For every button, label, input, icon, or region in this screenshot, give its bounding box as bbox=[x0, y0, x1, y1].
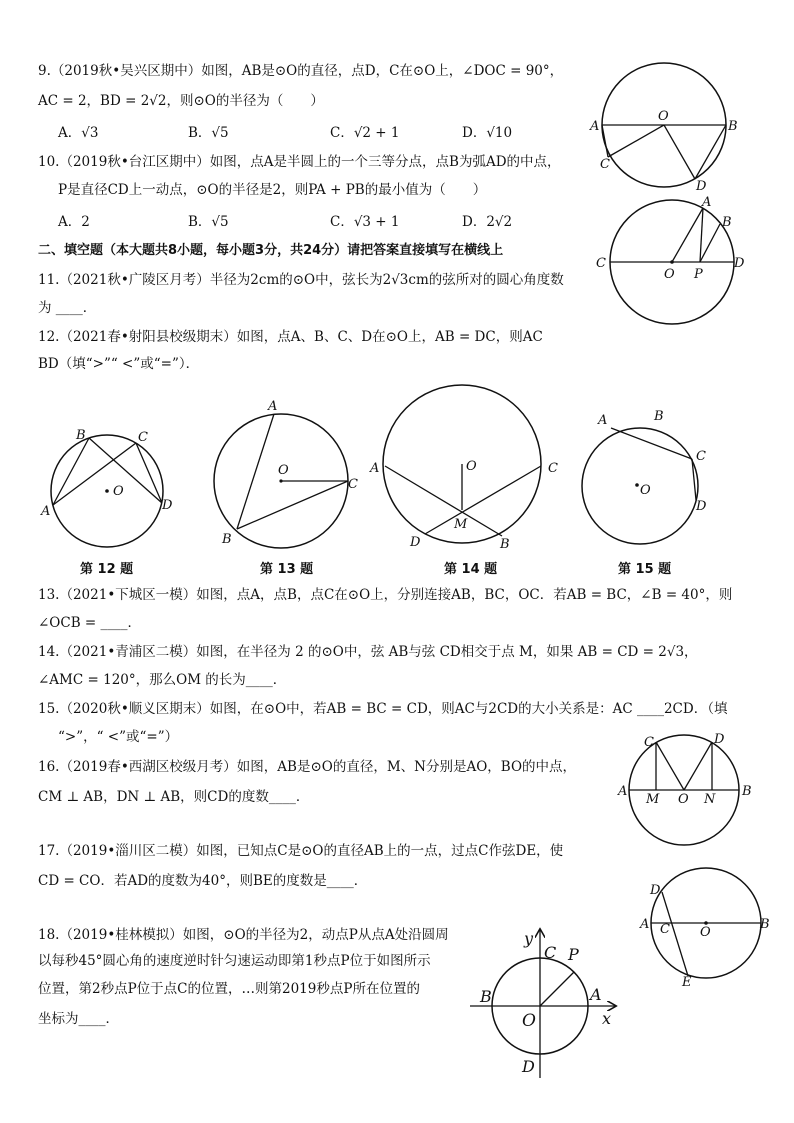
figure-q15 bbox=[596, 408, 726, 528]
label-y: y bbox=[524, 929, 534, 948]
q10-option-a: A．2 bbox=[58, 214, 90, 230]
q9-option-d: D．√10 bbox=[462, 125, 513, 141]
caption-15: 第 15 题 bbox=[618, 562, 672, 577]
label-o: O bbox=[678, 792, 689, 807]
q16-line2: CM ⊥ AB，DN ⊥ AB，则CD的度数____． bbox=[38, 789, 310, 805]
q11-line2: 为 ____． bbox=[38, 300, 97, 316]
q15-line2: “>”，“ <”或“=”） bbox=[58, 729, 179, 745]
label-o: O bbox=[466, 459, 477, 474]
label-d: D bbox=[162, 498, 173, 513]
label-c: C bbox=[348, 477, 358, 492]
q18-line1: 18.（2019•桂林模拟）如图，⊙O的半径为2，动点P从点A处沿圆周 bbox=[38, 927, 449, 943]
label-b: B bbox=[500, 537, 510, 552]
figure-q12 bbox=[38, 425, 178, 525]
q12-line2: BD（填“>”“ <”或“=”）． bbox=[38, 356, 200, 372]
label-d: D bbox=[522, 1057, 535, 1076]
q9-option-c: C．√2 + 1 bbox=[330, 125, 400, 141]
figure-q16 bbox=[618, 730, 758, 850]
label-o: O bbox=[664, 267, 675, 282]
label-d: D bbox=[714, 732, 725, 747]
label-o: O bbox=[278, 463, 289, 478]
caption-14: 第 14 题 bbox=[444, 562, 498, 577]
q10-line2: P是直径CD上一动点，⊙O的半径是2，则PA + PB的最小值为（ ） bbox=[58, 182, 487, 198]
label-d: D bbox=[696, 179, 707, 194]
label-c: C bbox=[600, 157, 610, 172]
q12-line1: 12.（2021春•射阳县校级期末）如图，点A、B、C、D在⊙O上，AB = DC，则AC bbox=[38, 329, 543, 345]
label-d: D bbox=[650, 883, 661, 898]
q17-line1: 17.（2019•淄川区二模）如图，已知点C是⊙O的直径AB上的一点，过点C作弦DE，使 bbox=[38, 843, 564, 859]
q13-line2: ∠OCB = ____． bbox=[38, 615, 142, 631]
label-b: B bbox=[760, 917, 770, 932]
label-c: C bbox=[138, 430, 148, 445]
q10-option-c: C．√3 + 1 bbox=[330, 214, 400, 230]
q9-option-b: B．√5 bbox=[188, 125, 229, 141]
label-a: A bbox=[590, 985, 602, 1004]
label-o: O bbox=[700, 925, 711, 940]
label-m: M bbox=[646, 792, 660, 807]
label-o: O bbox=[640, 483, 651, 498]
label-c: C bbox=[644, 735, 654, 750]
figure-q18 bbox=[470, 926, 630, 1086]
q10-option-b: B．√5 bbox=[188, 214, 229, 230]
label-p: P bbox=[694, 267, 703, 282]
label-b: B bbox=[76, 428, 86, 443]
section-heading: 二、填空题（本大题共8小题，每小题3分，共24分）请把答案直接填写在横线上 bbox=[38, 243, 504, 258]
label-d: D bbox=[410, 535, 421, 550]
figure-q13 bbox=[208, 398, 368, 548]
label-c: C bbox=[596, 256, 606, 271]
label-a: A bbox=[618, 784, 628, 799]
label-a: A bbox=[41, 504, 51, 519]
label-d: D bbox=[734, 256, 745, 271]
q18-line4: 坐标为____． bbox=[38, 1011, 119, 1027]
q15-line1: 15.（2020秋•顺义区期末）如图，在⊙O中，若AB = BC = CD，则AC与2CD的大小关系是：AC ____2CD．（填 bbox=[38, 701, 728, 717]
label-a: A bbox=[702, 195, 712, 210]
label-x: x bbox=[602, 1009, 612, 1028]
label-c: C bbox=[544, 943, 557, 962]
label-o: O bbox=[658, 109, 669, 124]
q14-line1: 14.（2021•青浦区二模）如图，在半径为 2 的⊙O中，弦 AB与弦 CD相交于点 M，如果 AB = CD = 2√3， bbox=[38, 644, 698, 660]
caption-12: 第 12 题 bbox=[80, 562, 134, 577]
label-c: C bbox=[660, 922, 670, 937]
label-p: P bbox=[568, 945, 579, 964]
caption-13: 第 13 题 bbox=[260, 562, 314, 577]
label-b: B bbox=[480, 987, 492, 1006]
q9-line2: AC = 2，BD = 2√2，则⊙O的半径为（ ） bbox=[38, 93, 324, 109]
label-a: A bbox=[590, 119, 600, 134]
q11-line1: 11.（2021秋•广陵区月考）半径为2cm的⊙O中，弦长为2√3cm的弦所对的圆心角度数 bbox=[38, 272, 564, 288]
label-a: A bbox=[268, 399, 278, 414]
label-b: B bbox=[722, 215, 732, 230]
label-o: O bbox=[522, 1011, 536, 1031]
label-b: B bbox=[742, 784, 752, 799]
figure-q9 bbox=[588, 62, 748, 192]
q18-line3: 位置，第2秒点P位于点C的位置，…则第2019秒点P所在位置的 bbox=[38, 981, 420, 997]
q17-line2: CD = CO．若AD的度数为40°，则BE的度数是____． bbox=[38, 873, 368, 889]
q13-line1: 13.（2021•下城区一模）如图，点A，点B，点C在⊙O上，分别连接AB，BC，OC．若AB = BC，∠B = 40°，则 bbox=[38, 587, 733, 603]
label-a: A bbox=[598, 413, 608, 428]
q10-line1: 10.（2019秋•台江区期中）如图，点A是半圆上的一个三等分点，点B为弧AD的中点， bbox=[38, 154, 561, 170]
q18-line2: 以每秒45°圆心角的速度逆时针匀速运动即第1秒点P位于如图所示 bbox=[38, 953, 431, 969]
q9-option-a: A．√3 bbox=[58, 125, 99, 141]
q14-line2: ∠AMC = 120°，那么OM 的长为____． bbox=[38, 672, 287, 688]
figure-q17 bbox=[636, 868, 776, 988]
q10-option-d: D．2√2 bbox=[462, 214, 513, 230]
label-a: A bbox=[370, 461, 380, 476]
q9-line1: 9.（2019秋•吴兴区期中）如图，AB是⊙O的直径，点D，C在⊙O上，∠DOC = 90°， bbox=[38, 63, 564, 79]
figure-q10 bbox=[594, 194, 754, 324]
label-c: C bbox=[548, 461, 558, 476]
label-b: B bbox=[728, 119, 738, 134]
q16-line1: 16.（2019春•西湖区校级月考）如图，AB是⊙O的直径，M、N分别是AO，BO的中点， bbox=[38, 759, 577, 775]
label-d: D bbox=[696, 499, 707, 514]
label-c: C bbox=[696, 449, 706, 464]
label-n: N bbox=[704, 792, 716, 807]
label-m: M bbox=[454, 517, 468, 532]
label-a: A bbox=[640, 917, 650, 932]
label-o: O bbox=[113, 484, 124, 499]
figure-q14 bbox=[368, 386, 578, 556]
label-e: E bbox=[682, 975, 692, 990]
label-b: B bbox=[222, 532, 232, 547]
label-b: B bbox=[654, 409, 664, 424]
